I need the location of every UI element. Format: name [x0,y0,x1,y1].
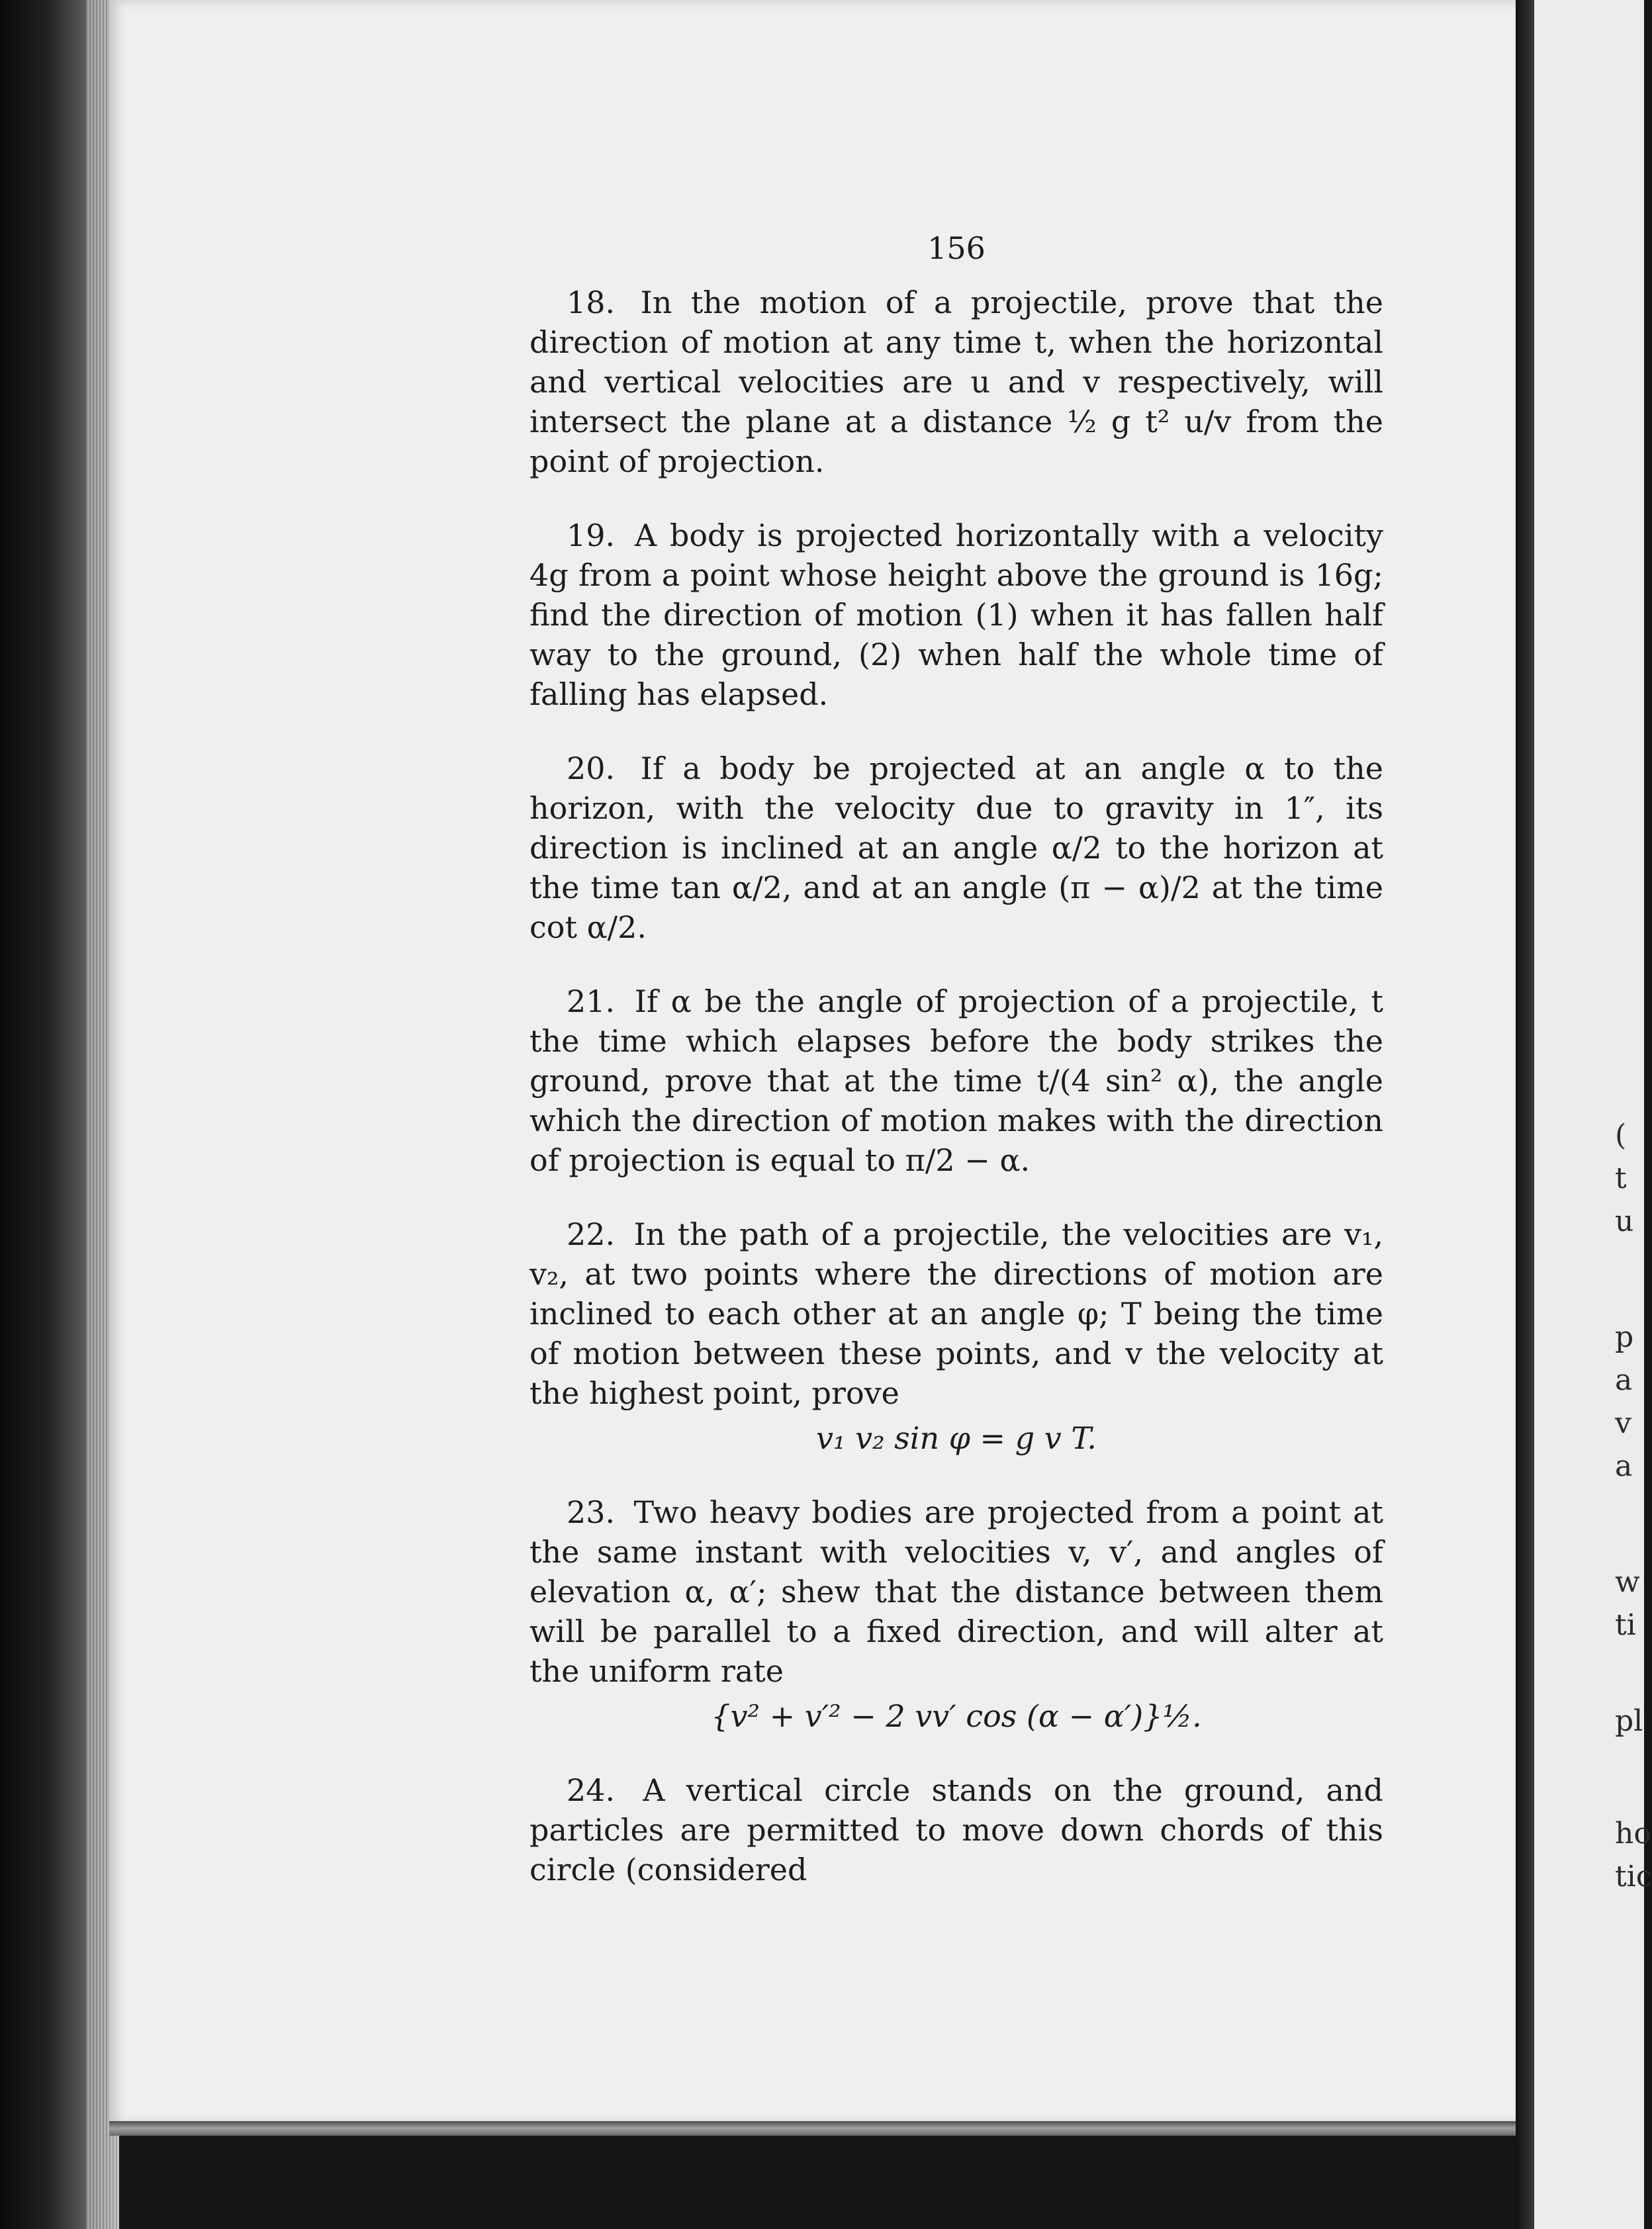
problem-equation: {v² + v′² − 2 vv′ cos (α − α′)}½. [711,1698,1202,1734]
problem-20 [529,749,1383,947]
fragment: tic [1615,1860,1652,1893]
fragment: a [1615,1363,1633,1397]
problem-equation: v₁ v₂ sin φ = g v T. [816,1420,1097,1456]
fragment: ti [1615,1608,1636,1642]
fragment: ho [1615,1817,1651,1850]
fragment: w [1615,1565,1640,1599]
adjacent-page-fragments [1615,0,1652,2229]
problem-number: 21. [567,983,616,1019]
problem-24 [529,1770,1383,1889]
fragment: a [1615,1449,1633,1483]
problem-text: Two heavy bodies are projected from a point at the same instant with velocities v, v′, and angles of elevation α, α′; shew that the distance between them will be parallel to a fixed direction, and will alter at the uniform rate [529,1494,1384,1689]
problem-text: If a body be projected at an angle α to the horizon, with the velocity due to gravity in 1″, its direction is inclined at an angle α/2 to the horizon at the time tan α/2, and at an angle (π − α)/2 at the time cot α/2. [529,751,1383,945]
page-bottom-edge [109,2121,1532,2136]
fragment: u [1615,1205,1634,1238]
fragment: ( [1615,1118,1627,1152]
page-text [529,228,1383,1924]
problem-number: 20. [567,751,616,786]
fragment: t [1615,1161,1627,1195]
problem-22 [529,1214,1383,1458]
problem-number: 22. [567,1216,616,1252]
gutter-gap [1516,0,1534,2229]
page-number: 156 [927,230,986,266]
problem-number: 18. [567,285,616,320]
fragment: p [1615,1320,1634,1354]
problem-21 [529,981,1383,1180]
problem-number: 19. [567,518,616,553]
fragment: pl [1615,1704,1643,1738]
problem-19 [529,516,1383,714]
problem-text: In the motion of a projectile, prove that the direction of motion at any time t, when the horizontal and vertical velocities are u and v respectively, will intersect the plane at a distance ½ g t² u/v from the point of projection. [529,285,1383,479]
fragment: v [1615,1406,1631,1440]
problem-number: 24. [567,1772,616,1808]
problem-text: A vertical circle stands on the ground, and particles are permitted to move down chords of this circle (considered [529,1772,1383,1888]
problem-18 [529,283,1383,481]
problem-23 [529,1492,1383,1736]
problem-number: 23. [567,1494,616,1530]
problem-text: If α be the angle of projection of a projectile, t the time which elapses before the body strikes the ground, prove that at the time t/(4 sin² α), the angle which the direction of motion makes with the direction of projection is equal to π/2 − α. [529,983,1384,1178]
problem-text: In the path of a projectile, the velocities are v₁, v₂, at two points where the directions of motion are inclined to each other at an angle φ; T being the time of motion between these points, and v the velocity at the highest point, prove [529,1216,1383,1411]
problem-text: A body is projected horizontally with a velocity 4g from a point whose height above the ground is 16g; find the direction of motion (1) when it has fallen half way to the ground, (2) when half the whole time of falling has elapsed. [529,518,1383,712]
